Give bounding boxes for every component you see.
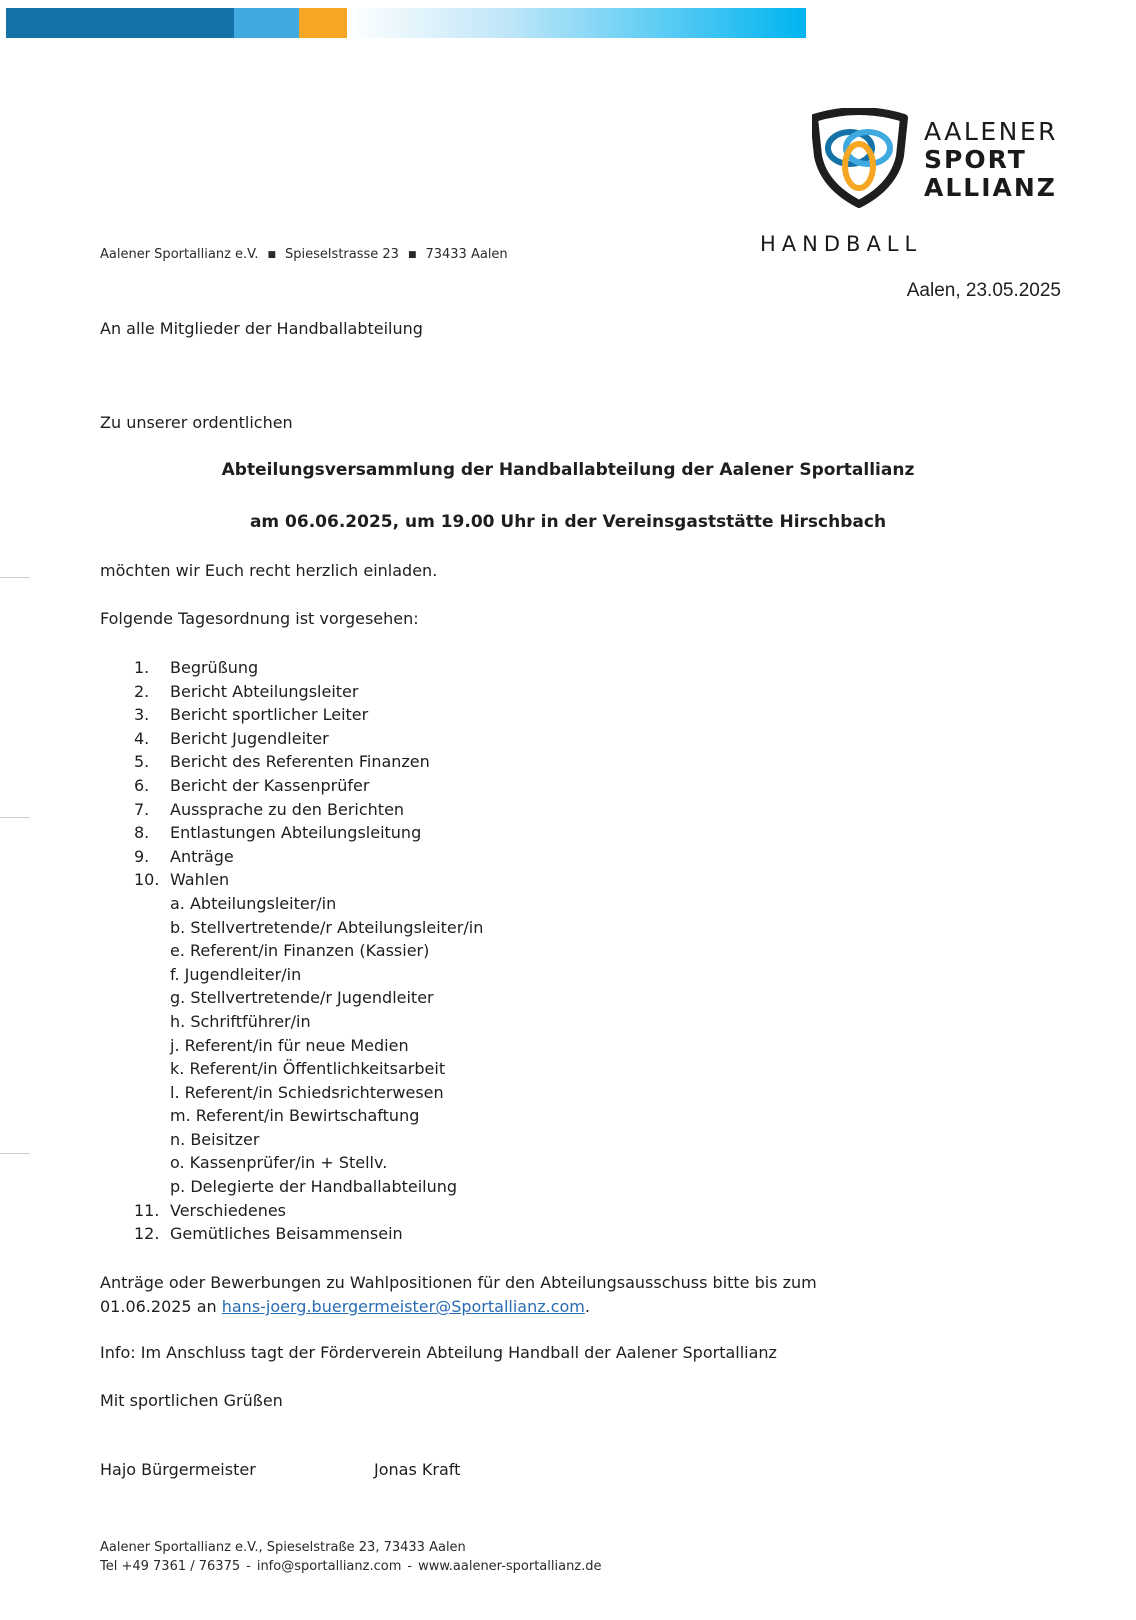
invitation-text: möchten wir Euch recht herzlich einladen. bbox=[100, 561, 438, 580]
bar-segment-orange bbox=[299, 8, 347, 38]
agenda-item-number: 12. bbox=[134, 1224, 160, 1244]
agenda-item-number: 6. bbox=[134, 775, 150, 795]
footer-email[interactable]: info@sportallianz.com bbox=[256, 1559, 402, 1574]
sender-city: 73433 Aalen bbox=[425, 247, 508, 262]
agenda-item-text: Aussprache zu den Berichten bbox=[170, 799, 405, 819]
signature-name-1: Hajo Bürgermeister bbox=[100, 1460, 256, 1479]
agenda-item-text: o. Kassenprüfer/in + Stellv. bbox=[170, 1153, 388, 1173]
agenda-item-text: Bericht Abteilungsleiter bbox=[170, 681, 359, 701]
sender-street: Spieselstrasse 23 bbox=[285, 247, 399, 262]
agenda-item-number: 1. bbox=[134, 658, 150, 677]
agenda-item-text: Bericht der Kassenprüfer bbox=[170, 775, 370, 795]
agenda-item-text: Begrüßung bbox=[170, 658, 259, 677]
agenda-item-text: h. Schriftführer/in bbox=[170, 1011, 311, 1031]
bar-segment-gradient bbox=[347, 8, 806, 38]
bar-segment-dark-blue bbox=[6, 8, 234, 38]
agenda-item-text: Bericht Jugendleiter bbox=[170, 728, 329, 748]
header-color-bar bbox=[6, 8, 806, 38]
wordmark-line-1: AALENER bbox=[924, 117, 1058, 146]
agenda-item-number: 7. bbox=[134, 799, 150, 819]
footer-website[interactable]: www.aalener-sportallianz.de bbox=[418, 1559, 602, 1574]
deadline-period: . bbox=[584, 1297, 590, 1316]
agenda-item-text: Wahlen bbox=[170, 870, 230, 890]
wordmark-line-2: SPORT bbox=[924, 145, 1027, 174]
deadline-paragraph bbox=[100, 1271, 817, 1319]
agenda-item-text: f. Jugendleiter/in bbox=[170, 964, 302, 984]
headline-meeting: Abteilungsversammlung der Handballabteilung der Aalener Sportallianz bbox=[221, 460, 915, 480]
intro-text: Zu unserer ordentlichen bbox=[100, 413, 293, 432]
edge-mark bbox=[0, 1153, 30, 1154]
agenda-item-text: k. Referent/in Öffentlichkeitsarbeit bbox=[170, 1059, 446, 1079]
agenda-item-number: 9. bbox=[134, 846, 150, 866]
info-text: Info: Im Anschluss tagt der Förderverein Abteilung Handball der Aalener Sportallianz bbox=[100, 1343, 777, 1362]
agenda-item-text: n. Beisitzer bbox=[170, 1129, 260, 1149]
deadline-date: 01.06.2025 an bbox=[100, 1297, 222, 1316]
agenda-item-text: Gemütliches Beisammensein bbox=[170, 1224, 403, 1244]
agenda-item-text: Entlastungen Abteilungsleitung bbox=[170, 823, 422, 843]
footer-phone: Tel +49 7361 / 76375 bbox=[100, 1559, 241, 1574]
agenda-item-text: Bericht des Referenten Finanzen bbox=[170, 752, 430, 772]
deadline-line-1: Anträge oder Bewerbungen zu Wahlpositionen für den Abteilungsausschuss bitte bis zum bbox=[100, 1273, 817, 1292]
department-title: HANDBALL bbox=[760, 232, 923, 256]
closing-greeting: Mit sportlichen Grüßen bbox=[100, 1391, 283, 1410]
wordmark-line-3: ALLIANZ bbox=[924, 173, 1057, 202]
agenda-item-text: e. Referent/in Finanzen (Kassier) bbox=[170, 941, 430, 961]
agenda-item-text: p. Delegierte der Handballabteilung bbox=[170, 1177, 458, 1197]
agenda-item-number: 2. bbox=[134, 681, 150, 701]
letter-date: Aalen, 23.05.2025 bbox=[906, 280, 1061, 301]
agenda-item-text: m. Referent/in Bewirtschaftung bbox=[170, 1106, 420, 1126]
agenda-item-text: g. Stellvertretende/r Jugendleiter bbox=[170, 988, 434, 1008]
separator-square-icon: ■ bbox=[267, 250, 277, 260]
footer-separator: - bbox=[246, 1559, 251, 1574]
contact-email-link[interactable]: hans-joerg.buergermeister@Sportallianz.com bbox=[221, 1297, 585, 1316]
agenda-item-text: Anträge bbox=[170, 846, 234, 866]
sender-org: Aalener Sportallianz e.V. bbox=[100, 247, 259, 262]
agenda-item-number: 5. bbox=[134, 752, 150, 772]
agenda-item-text: Bericht sportlicher Leiter bbox=[170, 705, 369, 725]
agenda-item-number: 3. bbox=[134, 705, 150, 725]
club-wordmark bbox=[924, 118, 1058, 202]
separator-square-icon: ■ bbox=[407, 250, 417, 260]
footer-separator: - bbox=[407, 1559, 413, 1574]
footer-address: Aalener Sportallianz e.V., Spieselstraße 23, 73433 Aalen bbox=[100, 1540, 466, 1555]
agenda-item-text: Verschiedenes bbox=[170, 1200, 287, 1220]
edge-mark bbox=[0, 817, 30, 818]
agenda-item-text: j. Referent/in für neue Medien bbox=[170, 1035, 409, 1055]
edge-mark bbox=[0, 577, 30, 578]
agenda-item-text: b. Stellvertretende/r Abteilungsleiter/in bbox=[170, 917, 484, 937]
deadline-line-2 bbox=[100, 1295, 817, 1319]
recipient: An alle Mitglieder der Handballabteilung bbox=[100, 319, 423, 338]
headline-date-location: am 06.06.2025, um 19.00 Uhr in der Vereinsgaststätte Hirschbach bbox=[249, 512, 887, 532]
sender-address-line bbox=[100, 247, 508, 262]
agenda-intro: Folgende Tagesordnung ist vorgesehen: bbox=[100, 609, 419, 628]
agenda-item-text: l. Referent/in Schiedsrichterwesen bbox=[170, 1082, 444, 1102]
agenda-item-number: 11. bbox=[134, 1200, 160, 1220]
agenda-item-number: 4. bbox=[134, 728, 150, 748]
footer-contact bbox=[100, 1557, 602, 1576]
signature-name-2: Jonas Kraft bbox=[374, 1460, 461, 1479]
footer bbox=[100, 1538, 602, 1576]
agenda-item-number: 8. bbox=[134, 823, 150, 843]
agenda-item-number: 10. bbox=[134, 870, 160, 890]
bar-segment-light-blue bbox=[234, 8, 299, 38]
agenda-item-text: a. Abteilungsleiter/in bbox=[170, 893, 337, 913]
